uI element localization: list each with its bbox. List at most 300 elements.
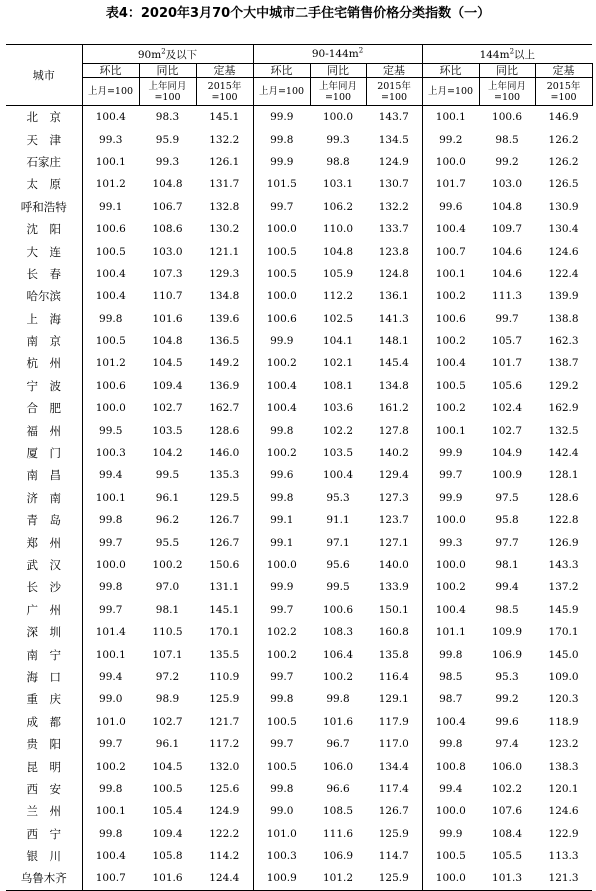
value-cell: 100.2 [322, 670, 354, 683]
value-cell: 131.1 [196, 576, 253, 598]
group-header-medium-sup: 2 [358, 46, 364, 55]
value-cell: 100.2 [266, 447, 297, 460]
city-cell: 昆 明 [6, 755, 82, 777]
value-cell: 132.5 [548, 424, 579, 437]
table-row [6, 509, 592, 531]
value-cell: 100.2 [435, 581, 466, 594]
value-cell: 102.5 [322, 312, 354, 325]
value-cell: 133.7 [366, 218, 422, 240]
value-cell: 101.0 [95, 715, 126, 728]
value-cell: 99.7 [270, 603, 294, 616]
value-cell: 100.4 [266, 402, 297, 415]
value-cell: 160.8 [366, 621, 422, 643]
value-cell: 127.8 [366, 419, 422, 441]
value-cell: 138.3 [548, 760, 579, 773]
value-cell: 138.7 [548, 357, 579, 370]
value-cell: 100.7 [435, 245, 466, 258]
base-label-yoy: 上年同月=100 [479, 78, 535, 106]
table-row [6, 263, 592, 285]
value-cell: 101.1 [435, 626, 466, 639]
value-cell: 107.1 [152, 648, 183, 661]
value-cell: 122.2 [196, 823, 253, 845]
city-cell: 南 宁 [6, 643, 82, 665]
city-cell: 太 原 [6, 173, 82, 195]
value-cell: 105.7 [492, 335, 523, 348]
value-cell: 145.4 [366, 352, 422, 374]
value-cell: 100.0 [435, 514, 466, 527]
value-cell: 99.8 [99, 581, 123, 594]
value-cell: 109.4 [152, 379, 183, 392]
value-cell: 126.5 [548, 178, 579, 191]
value-cell: 100.6 [435, 312, 466, 325]
city-cell: 哈尔滨 [6, 285, 82, 307]
base-label-yoy: 上年同月=100 [310, 78, 366, 106]
value-cell: 95.6 [326, 559, 350, 571]
value-cell: 126.7 [196, 509, 253, 531]
value-cell: 99.5 [155, 469, 180, 482]
value-cell: 101.7 [492, 357, 523, 370]
table-row [6, 375, 592, 397]
base-label-fixed: 2015年=100 [196, 78, 253, 106]
city-cell: 呼和浩特 [6, 196, 82, 218]
value-cell: 100.2 [266, 357, 297, 370]
value-cell: 106.0 [492, 760, 523, 773]
city-cell: 宁 波 [6, 375, 82, 397]
value-cell: 99.7 [270, 200, 294, 213]
value-cell: 148.1 [366, 330, 422, 352]
group-header-small-suffix: 及以下 [165, 48, 198, 61]
value-cell: 99.1 [270, 536, 294, 549]
value-cell: 107.6 [492, 805, 523, 818]
table-row [6, 464, 592, 486]
sub-header-yoy: 同比 [139, 64, 196, 78]
value-cell: 100.4 [95, 850, 126, 863]
table-row [6, 845, 592, 867]
sub-header-yoy: 同比 [310, 64, 366, 78]
value-cell: 124.4 [196, 867, 253, 890]
table-row [6, 711, 592, 733]
value-cell: 143.3 [548, 559, 579, 571]
value-cell: 124.6 [548, 805, 579, 818]
city-cell: 天 津 [6, 128, 82, 150]
value-cell: 126.7 [366, 800, 422, 822]
value-cell: 100.1 [95, 155, 126, 168]
value-cell: 104.5 [152, 357, 183, 370]
value-cell: 100.0 [322, 111, 354, 124]
value-cell: 100.0 [266, 290, 297, 303]
value-cell: 123.2 [548, 738, 579, 751]
value-cell: 110.7 [152, 290, 183, 303]
city-cell: 大 连 [6, 240, 82, 262]
value-cell: 125.9 [366, 823, 422, 845]
value-cell: 104.8 [492, 200, 523, 213]
value-cell: 127.1 [366, 531, 422, 553]
value-cell: 97.7 [495, 536, 519, 549]
value-cell: 96.7 [326, 738, 350, 751]
value-cell: 99.7 [439, 469, 463, 482]
value-cell: 107.3 [152, 267, 183, 280]
value-cell: 111.6 [322, 827, 354, 840]
value-cell: 99.3 [99, 133, 123, 146]
table-row [6, 800, 592, 822]
table-row [6, 218, 592, 240]
value-cell: 104.5 [152, 760, 183, 773]
table-row [6, 733, 592, 755]
value-cell: 131.7 [196, 173, 253, 195]
city-cell: 成 都 [6, 711, 82, 733]
value-cell: 99.7 [99, 738, 123, 751]
value-cell: 95.9 [155, 133, 180, 146]
value-cell: 100.0 [435, 559, 466, 571]
value-cell: 105.5 [492, 850, 523, 863]
value-cell: 100.4 [435, 715, 466, 728]
value-cell: 130.4 [548, 223, 579, 236]
value-cell: 161.2 [366, 397, 422, 419]
table-title: 表4：2020年3月70个大中城市二手住宅销售价格分类指数（一） [105, 6, 491, 21]
value-cell: 128.6 [548, 491, 579, 504]
value-cell: 98.5 [495, 603, 519, 616]
value-cell: 102.1 [322, 357, 354, 370]
value-cell: 108.5 [322, 805, 354, 818]
value-cell: 105.4 [152, 805, 183, 818]
value-cell: 135.3 [196, 464, 253, 486]
table-row [6, 867, 592, 890]
value-cell: 103.6 [322, 402, 354, 415]
value-cell: 126.9 [548, 536, 579, 549]
value-cell: 123.8 [366, 240, 422, 262]
value-cell: 97.2 [155, 670, 180, 683]
value-cell: 108.6 [152, 223, 183, 236]
value-cell: 105.9 [322, 267, 354, 280]
value-cell: 102.7 [492, 424, 523, 437]
city-cell: 青 岛 [6, 509, 82, 531]
value-cell: 99.8 [270, 782, 294, 795]
value-cell: 103.0 [152, 245, 183, 258]
value-cell: 121.1 [196, 240, 253, 262]
city-cell: 南 昌 [6, 464, 82, 486]
value-cell: 99.9 [270, 335, 294, 348]
value-cell: 100.0 [266, 223, 297, 236]
city-cell: 乌鲁木齐 [6, 867, 82, 890]
sub-header-yoy: 同比 [479, 64, 535, 78]
value-cell: 99.6 [439, 200, 463, 213]
value-cell: 100.1 [435, 267, 466, 280]
value-cell: 100.5 [266, 715, 297, 728]
value-cell: 99.9 [270, 111, 294, 124]
value-cell: 100.4 [266, 379, 297, 392]
value-cell: 100.4 [95, 111, 126, 124]
value-cell: 141.3 [366, 308, 422, 330]
value-cell: 101.2 [95, 178, 126, 191]
value-cell: 99.8 [99, 782, 123, 795]
value-cell: 162.7 [196, 397, 253, 419]
table-row [6, 128, 592, 150]
table-row [6, 285, 592, 307]
value-cell: 99.8 [439, 738, 463, 751]
city-cell: 福 州 [6, 419, 82, 441]
value-cell: 99.2 [439, 133, 463, 146]
value-cell: 126.2 [548, 155, 579, 168]
table-row [6, 419, 592, 441]
value-cell: 162.9 [548, 402, 579, 415]
value-cell: 101.6 [152, 312, 183, 325]
value-cell: 102.2 [266, 626, 297, 639]
value-cell: 170.1 [548, 626, 579, 639]
table-row [6, 666, 592, 688]
value-cell: 99.4 [495, 581, 519, 594]
value-cell: 100.6 [266, 312, 297, 325]
value-cell: 140.2 [366, 442, 422, 464]
value-cell: 99.2 [495, 155, 519, 168]
city-cell: 济 南 [6, 487, 82, 509]
value-cell: 145.1 [196, 599, 253, 621]
value-cell: 101.0 [266, 827, 297, 840]
value-cell: 136.1 [366, 285, 422, 307]
value-cell: 103.0 [492, 178, 523, 191]
value-cell: 99.5 [99, 424, 123, 437]
value-cell: 114.7 [366, 845, 422, 867]
table-row [6, 621, 592, 643]
city-cell: 西 宁 [6, 823, 82, 845]
value-cell: 120.3 [548, 693, 579, 706]
city-cell: 厦 门 [6, 442, 82, 464]
value-cell: 117.9 [366, 711, 422, 733]
value-cell: 100.0 [95, 559, 126, 571]
value-cell: 95.5 [155, 536, 180, 549]
value-cell: 134.8 [366, 375, 422, 397]
value-cell: 134.4 [366, 755, 422, 777]
value-cell: 99.8 [270, 133, 294, 146]
value-cell: 126.7 [196, 531, 253, 553]
value-cell: 100.6 [322, 603, 354, 616]
value-cell: 98.3 [155, 111, 180, 124]
value-cell: 125.6 [196, 778, 253, 800]
value-cell: 101.6 [322, 715, 354, 728]
value-cell: 100.7 [82, 867, 139, 890]
value-cell: 100.4 [435, 603, 466, 616]
value-cell: 100.9 [253, 867, 310, 890]
value-cell: 129.1 [366, 688, 422, 710]
value-cell: 101.3 [479, 867, 535, 890]
value-cell: 106.7 [152, 200, 183, 213]
table-row [6, 487, 592, 509]
value-cell: 100.6 [492, 111, 523, 124]
value-cell: 97.5 [495, 491, 519, 504]
value-cell: 99.9 [439, 491, 463, 504]
value-cell: 122.9 [548, 827, 579, 840]
value-cell: 95.8 [495, 514, 519, 527]
value-cell: 99.8 [326, 693, 350, 706]
table-row [6, 173, 592, 195]
value-cell: 104.2 [152, 447, 183, 460]
value-cell: 104.6 [492, 267, 523, 280]
value-cell: 109.9 [492, 626, 523, 639]
table-row [6, 397, 592, 419]
value-cell: 117.2 [196, 733, 253, 755]
value-cell: 99.7 [99, 536, 123, 549]
value-cell: 100.4 [322, 469, 354, 482]
value-cell: 100.4 [95, 267, 126, 280]
value-cell: 99.8 [99, 827, 123, 840]
sub-header-fixed: 定基 [535, 64, 592, 78]
value-cell: 130.9 [548, 200, 579, 213]
value-cell: 101.4 [95, 626, 126, 639]
value-cell: 109.0 [548, 670, 579, 683]
value-cell: 120.1 [548, 782, 579, 795]
value-cell: 113.3 [548, 850, 579, 863]
city-cell: 海 口 [6, 666, 82, 688]
value-cell: 109.7 [492, 223, 523, 236]
value-cell: 108.3 [322, 626, 354, 639]
value-cell: 100.0 [422, 867, 479, 890]
value-cell: 102.7 [152, 715, 183, 728]
value-cell: 99.4 [99, 670, 123, 683]
value-cell: 125.9 [196, 688, 253, 710]
value-cell: 126.2 [548, 133, 579, 146]
value-cell: 100.3 [95, 447, 126, 460]
value-cell: 103.1 [322, 178, 354, 191]
city-cell: 西 安 [6, 778, 82, 800]
value-cell: 100.2 [435, 402, 466, 415]
value-cell: 139.6 [196, 308, 253, 330]
value-cell: 101.2 [95, 357, 126, 370]
value-cell: 135.8 [366, 643, 422, 665]
value-cell: 100.5 [95, 335, 126, 348]
value-cell: 134.8 [196, 285, 253, 307]
group-header-small [82, 45, 253, 64]
value-cell: 99.8 [99, 312, 123, 325]
table-row [6, 240, 592, 262]
value-cell: 100.9 [492, 469, 523, 482]
value-cell: 98.5 [495, 133, 519, 146]
city-cell: 重 庆 [6, 688, 82, 710]
value-cell: 100.1 [95, 805, 126, 818]
value-cell: 101.2 [310, 867, 366, 890]
city-cell: 上 海 [6, 308, 82, 330]
base-label-fixed: 2015年=100 [366, 78, 422, 106]
city-column-header: 城市 [6, 45, 82, 106]
sub-header-fixed: 定基 [366, 64, 422, 78]
value-cell: 135.5 [196, 643, 253, 665]
value-cell: 150.1 [366, 599, 422, 621]
sub-header-mom: 环比 [82, 64, 139, 78]
value-cell: 110.9 [196, 666, 253, 688]
value-cell: 96.6 [326, 782, 350, 795]
value-cell: 129.3 [196, 263, 253, 285]
value-cell: 97.0 [155, 581, 180, 594]
value-cell: 99.3 [439, 536, 463, 549]
table-row [6, 442, 592, 464]
group-header-large-sup: 2 [509, 47, 515, 55]
value-cell: 110.0 [322, 223, 354, 236]
value-cell: 123.7 [366, 509, 422, 531]
city-cell: 合 肥 [6, 397, 82, 419]
value-cell: 98.7 [439, 693, 463, 706]
value-cell: 99.1 [270, 514, 294, 527]
group-header-small-sup: 2 [161, 47, 166, 55]
value-cell: 110.5 [152, 626, 183, 639]
value-cell: 116.4 [366, 666, 422, 688]
value-cell: 100.1 [435, 111, 466, 124]
value-cell: 100.0 [435, 155, 466, 168]
sub-header-mom: 环比 [422, 64, 479, 78]
value-cell: 102.4 [492, 402, 523, 415]
value-cell: 124.6 [548, 245, 579, 258]
base-label-yoy: 上年同月=100 [139, 78, 196, 106]
table-row [6, 755, 592, 777]
value-cell: 142.4 [548, 447, 579, 460]
value-cell: 99.8 [270, 424, 294, 437]
value-cell: 146.9 [548, 111, 579, 124]
value-cell: 97.1 [326, 536, 350, 549]
value-cell: 114.2 [196, 845, 253, 867]
value-cell: 136.5 [196, 330, 253, 352]
value-cell: 97.4 [495, 738, 519, 751]
value-cell: 100.0 [266, 559, 297, 571]
value-cell: 132.0 [196, 755, 253, 777]
value-cell: 100.6 [95, 379, 126, 392]
value-cell: 136.9 [196, 375, 253, 397]
table-row [6, 151, 592, 173]
value-cell: 117.0 [366, 733, 422, 755]
value-cell: 118.9 [548, 715, 579, 728]
value-cell: 150.6 [196, 554, 253, 576]
base-header-row [6, 78, 592, 106]
value-cell: 104.6 [492, 245, 523, 258]
value-cell: 129.2 [548, 379, 579, 392]
value-cell: 133.9 [366, 576, 422, 598]
value-cell: 98.9 [155, 693, 180, 706]
sub-header-fixed: 定基 [196, 64, 253, 78]
value-cell: 100.5 [435, 850, 466, 863]
table-row [6, 688, 592, 710]
value-cell: 99.6 [270, 469, 294, 482]
value-cell: 95.3 [495, 670, 519, 683]
value-cell: 102.2 [322, 424, 354, 437]
city-cell: 长 春 [6, 263, 82, 285]
value-cell: 100.5 [152, 782, 183, 795]
value-cell: 101.6 [139, 867, 196, 890]
value-cell: 98.1 [155, 603, 180, 616]
value-cell: 99.1 [99, 200, 123, 213]
value-cell: 145.0 [548, 648, 579, 661]
value-cell: 139.9 [548, 290, 579, 303]
value-cell: 103.5 [322, 447, 354, 460]
value-cell: 99.9 [439, 447, 463, 460]
table-row [6, 308, 592, 330]
value-cell: 101.7 [435, 178, 466, 191]
value-cell: 102.7 [152, 402, 183, 415]
table-header [6, 45, 592, 106]
value-cell: 100.1 [95, 648, 126, 661]
table-body [6, 106, 592, 891]
group-header-large-suffix: 以上 [514, 48, 536, 61]
value-cell: 129.5 [196, 487, 253, 509]
value-cell: 112.2 [322, 290, 354, 303]
value-cell: 106.4 [322, 648, 354, 661]
table-row [6, 599, 592, 621]
value-cell: 104.9 [492, 447, 523, 460]
city-cell: 贵 阳 [6, 733, 82, 755]
value-cell: 100.0 [95, 402, 126, 415]
base-label-mom: 上月=100 [82, 78, 139, 106]
base-label-mom: 上月=100 [422, 78, 479, 106]
value-cell: 162.3 [548, 335, 579, 348]
value-cell: 125.9 [366, 867, 422, 890]
value-cell: 99.4 [99, 469, 123, 482]
value-cell: 99.8 [99, 514, 123, 527]
value-cell: 100.4 [95, 290, 126, 303]
